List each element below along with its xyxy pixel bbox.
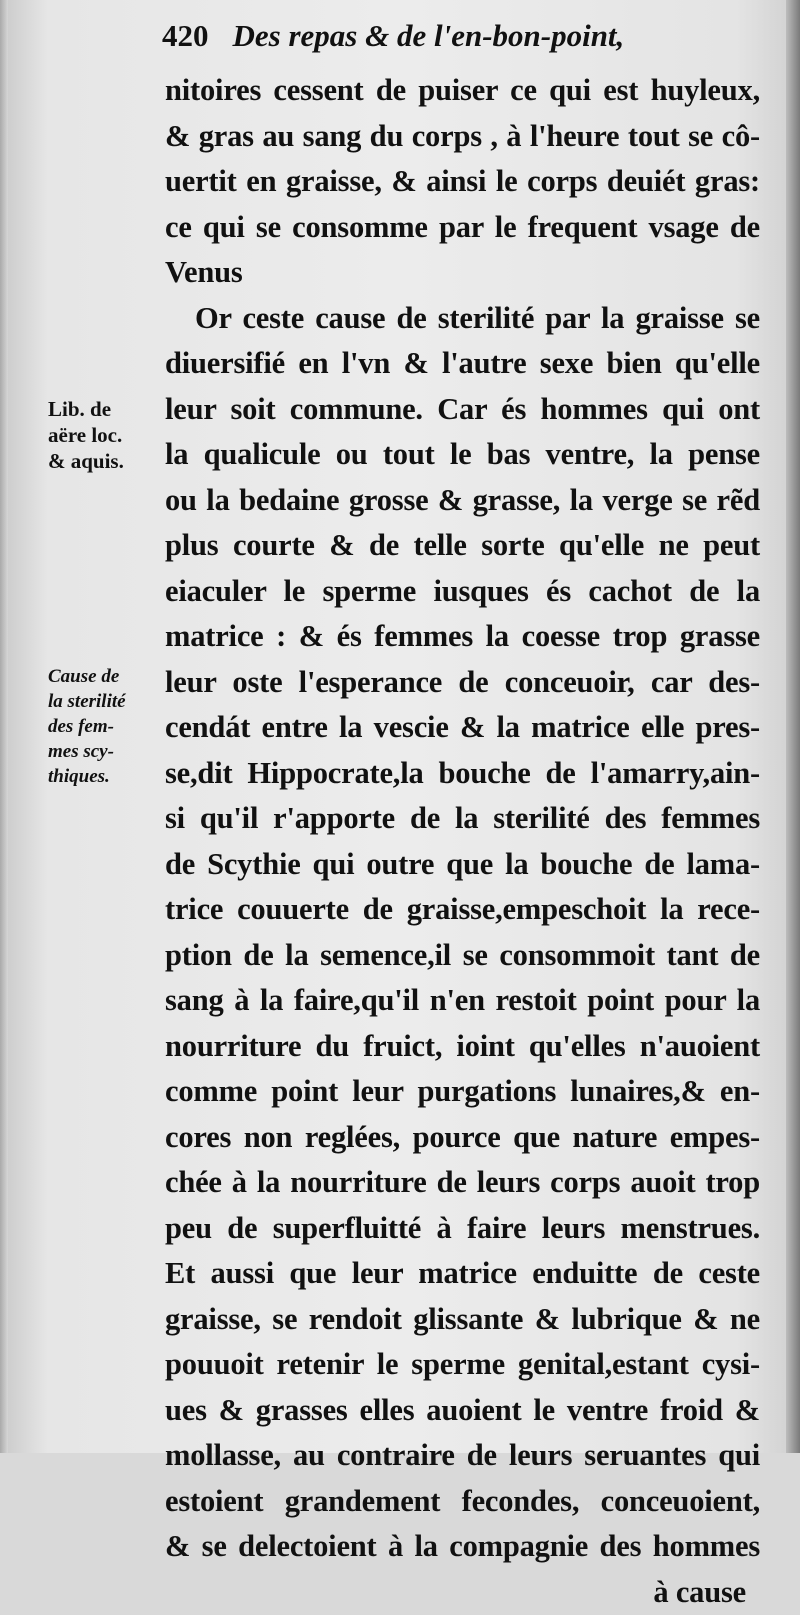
text-line: chée à la nourriture de leurs corps auoit trop [165,1160,760,1206]
text-line: eiaculer le sperme iusques és cachot de la [165,569,760,615]
text-line: Or ceste cause de sterilité par la graisse se [165,296,760,342]
text-line: si qu'il r'apporte de la sterilité des femmes [165,796,760,842]
text-line: trice couuerte de graisse,empeschoit la rece- [165,887,760,933]
text-line: ption de la semence,il se consommoit tant de [165,933,760,979]
page-header [162,18,762,66]
margin-note-line: & aquis. [48,448,124,474]
margin-note-citation [48,396,124,474]
text-line: la qualicule ou tout le bas ventre, la pense [165,432,760,478]
margin-note-line: la sterilité [48,689,126,714]
text-line: diuersifié en l'vn & l'autre sexe bien qu'elle [165,341,760,387]
text-line: se,dit Hippocrate,la bouche de l'amarry,ain- [165,751,760,797]
text-line: comme point leur purgations lunaires,& en- [165,1069,760,1115]
text-line: uertit en graisse, & ainsi le corps deuiét gras: [165,159,760,205]
catchword: à cause [165,1570,760,1615]
body-text [165,68,760,1615]
margin-note-line: aëre loc. [48,422,124,448]
margin-note-line: Lib. de [48,396,124,422]
text-line: nourriture du fruict, ioint qu'elles n'auoient [165,1024,760,1070]
page-left-edge [0,0,8,1453]
text-line: & se delectoient à la compagnie des hommes [165,1524,760,1570]
page-right-edge [786,0,800,1453]
text-line: nitoires cessent de puiser ce qui est huyleux, [165,68,760,114]
running-title: Des repas & de l'en-bon-point, [233,18,625,53]
text-line: Et aussi que leur matrice enduitte de ceste [165,1251,760,1297]
text-line: graisse, se rendoit glissante & lubrique & ne [165,1297,760,1343]
text-line: Venus [165,250,760,296]
margin-note-subject [48,664,126,789]
text-line: ues & grasses elles auoient le ventre froid & [165,1388,760,1434]
text-line: sang à la faire,qu'il n'en restoit point pour la [165,978,760,1024]
page-number: 420 [162,18,209,53]
margin-note-line: mes scy- [48,739,126,764]
text-line: ou la bedaine grosse & grasse, la verge se rẽd [165,478,760,524]
text-line: de Scythie qui outre que la bouche de lama- [165,842,760,888]
text-line: peu de superfluitté à faire leurs menstrues. [165,1206,760,1252]
text-line: cores non reglées, pource que nature empes- [165,1115,760,1161]
text-line: mollasse, au contraire de leurs seruantes qui [165,1433,760,1479]
margin-note-line: thiques. [48,764,126,789]
text-line: plus courte & de telle sorte qu'elle ne peut [165,523,760,569]
text-line: estoient grandement fecondes, conceuoient, [165,1479,760,1525]
margin-note-line: des fem- [48,714,126,739]
text-line: & gras au sang du corps , à l'heure tout se cô- [165,114,760,160]
text-line: leur oste l'esperance de conceuoir, car des- [165,660,760,706]
text-line: matrice : & és femmes la coesse trop grasse [165,614,760,660]
margin-note-line: Cause de [48,664,126,689]
text-line: ce qui se consomme par le frequent vsage de [165,205,760,251]
text-line: pouuoit retenir le sperme genital,estant cysi- [165,1342,760,1388]
text-line: cendát entre la vescie & la matrice elle pres- [165,705,760,751]
text-line: leur soit commune. Car és hommes qui ont [165,387,760,433]
